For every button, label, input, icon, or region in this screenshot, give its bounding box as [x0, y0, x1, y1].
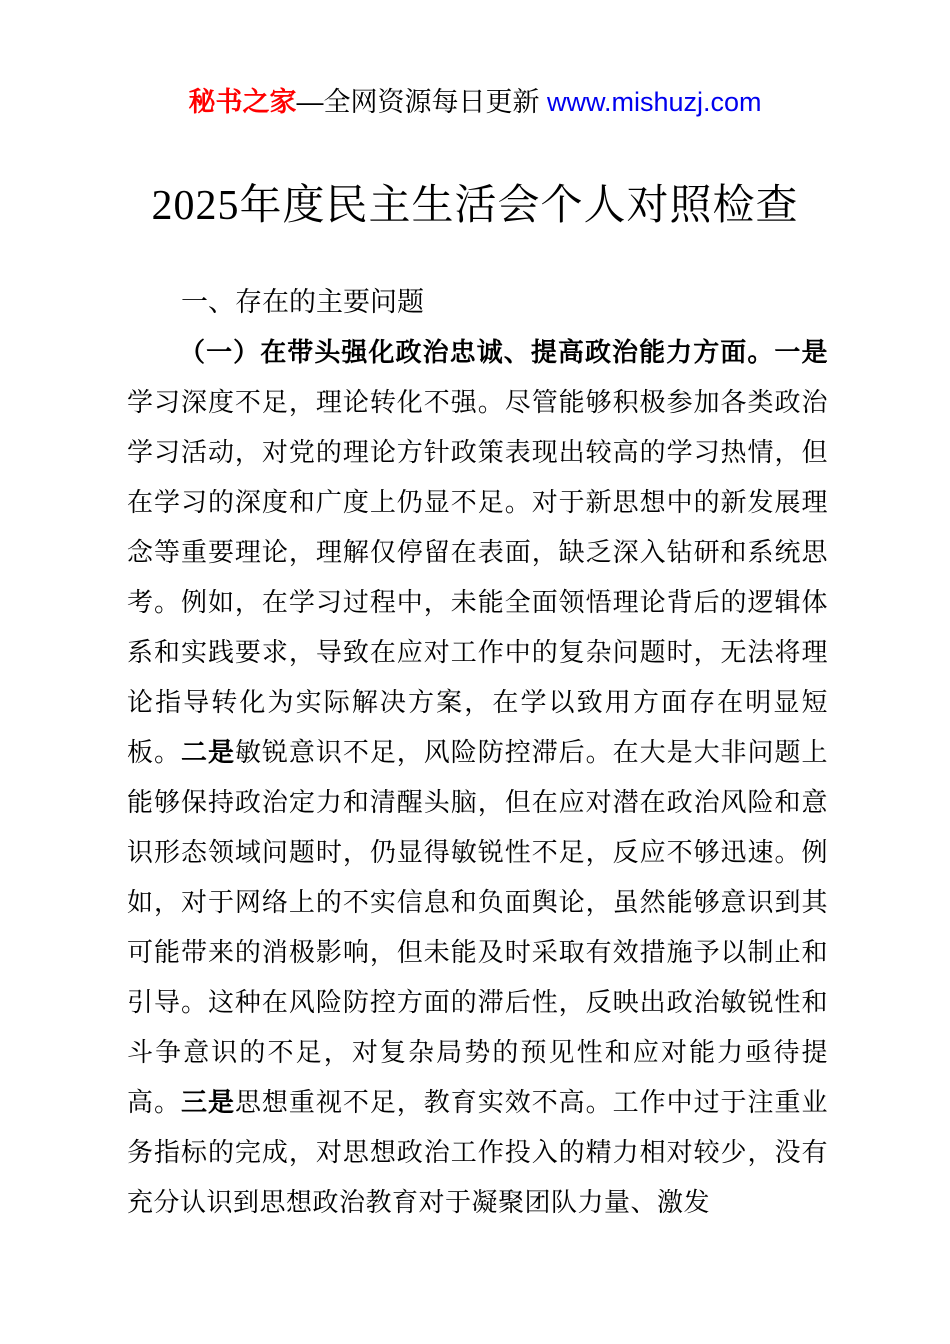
paragraph-segment: （一）在带头强化政治忠诚、提高政治能力方面。一是: [179, 337, 828, 367]
paragraph-segment: 二是: [180, 737, 235, 767]
brand-text: 秘书之家: [188, 87, 297, 117]
document-body: [0, 277, 950, 1227]
document-title: 2025年度民主生活会个人对照检查: [151, 183, 799, 229]
paragraph-segment: 学习深度不足，理论转化不强。尽管能够积极参加各类政治学习活动，对党的理论方针政策表现出较高的学习热情，但在学习的深度和广度上仍显不足。对于新思想中的新发展理念等重要理论，理解仅停留在表面，缺乏深入钻研和系统思考。例如，在学习过程中，未能全面领悟理论背后的逻辑体系和实践要求，导致在应对工作中的复杂问题时，无法将理论指导转化为实际解决方案，在学以致用方面存在明显短板。: [127, 387, 828, 767]
section-heading: 一、存在的主要问题: [181, 287, 424, 317]
site-header: [0, 0, 950, 118]
body-paragraph: [127, 327, 828, 1227]
paragraph-segment: 思想重视不足，教育实效不高。工作中过于注重业务指标的完成，对思想政治工作投入的精力相对较少，没有充分认识到思想政治教育对于凝聚团队力量、激发: [127, 1087, 828, 1217]
header-tagline: —全网资源每日更新: [296, 87, 547, 117]
url-link[interactable]: www.mishuzj.com: [546, 87, 762, 117]
paragraph-segment: 敏锐意识不足，风险防控滞后。在大是大非问题上能够保持政治定力和清醒头脑，但在应对潜在政治风险和意识形态领域问题时，仍显得敏锐性不足，反应不够迅速。例如，对于网络上的不实信息和负面舆论，虽然能够意识到其可能带来的消极影响，但未能及时采取有效措施予以制止和引导。这种在风险防控方面的滞后性，反映出政治敏锐性和斗争意识的不足，对复杂局势的预见性和应对能力亟待提高。: [127, 737, 828, 1117]
paragraph-segment: 三是: [180, 1087, 235, 1117]
